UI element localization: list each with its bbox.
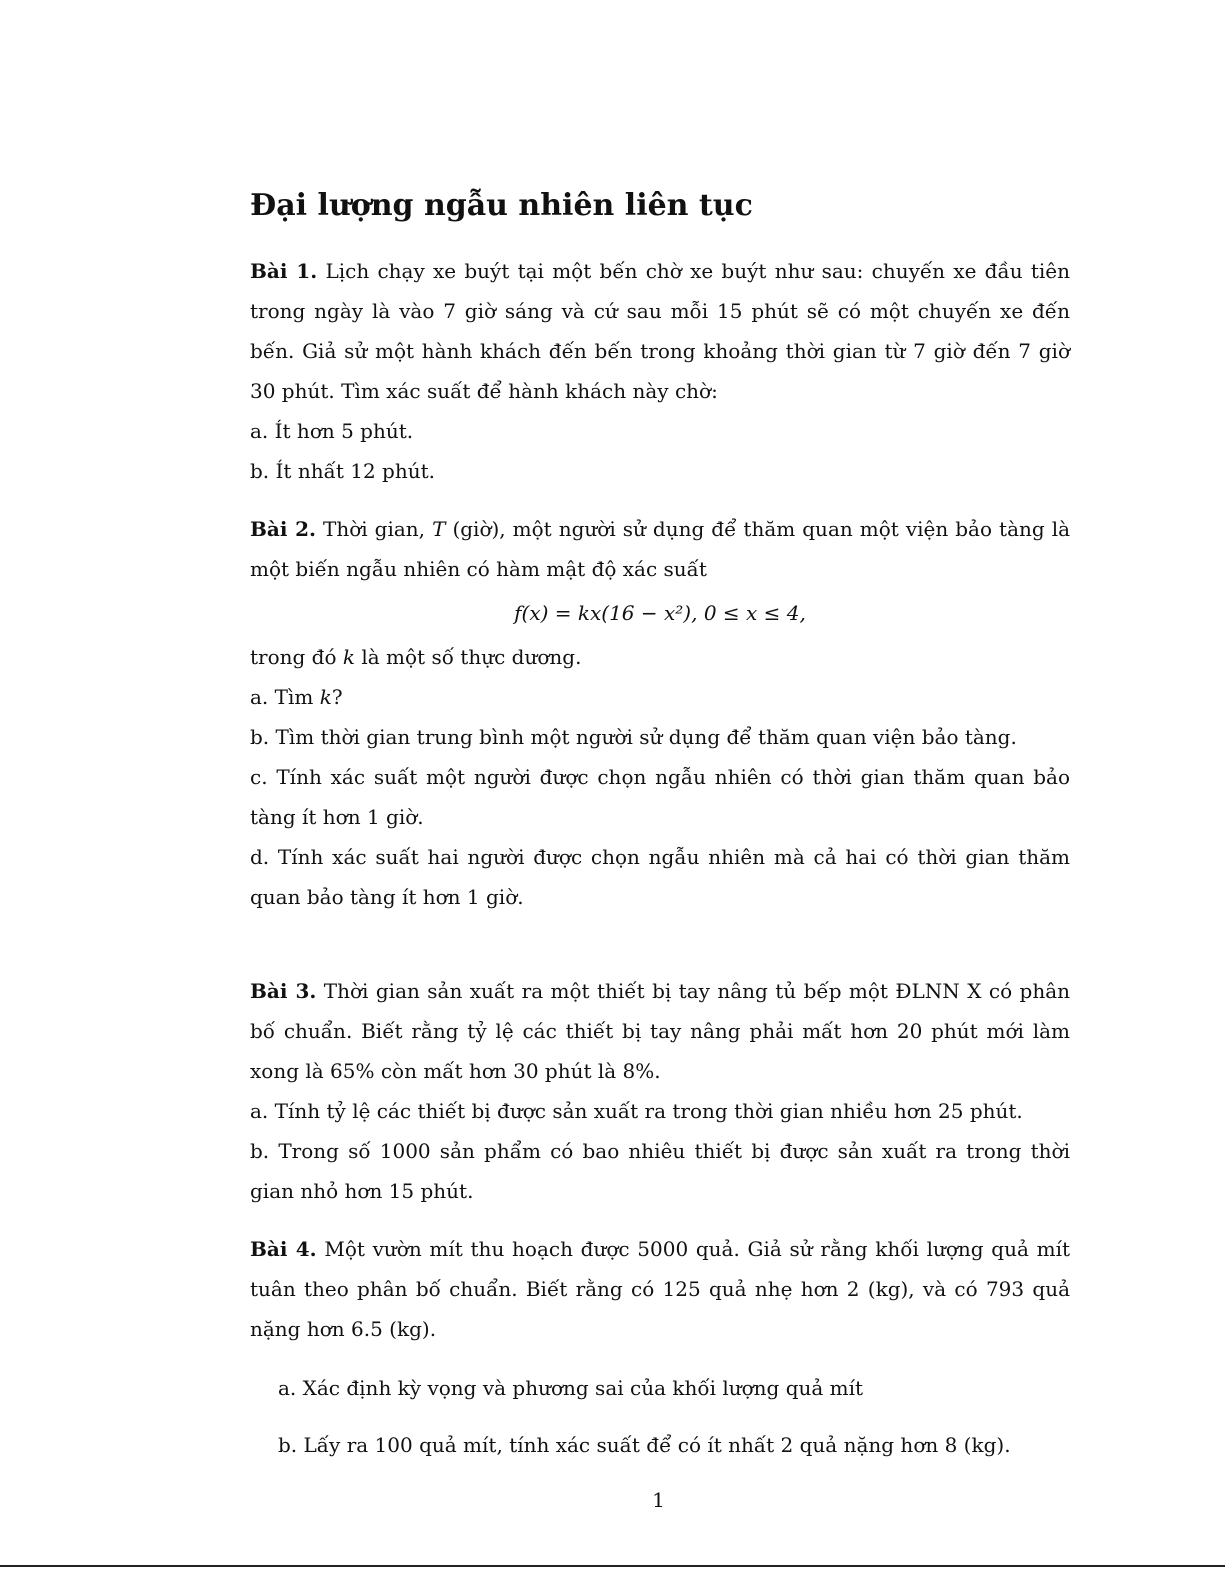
- exercise-4-label: Bài 4.: [250, 1237, 317, 1261]
- after-formula-post: là một số thực dương.: [361, 645, 582, 669]
- density-formula: [250, 589, 1070, 637]
- page-number: 1: [652, 1488, 665, 1512]
- exercise-3-label: Bài 3.: [250, 979, 317, 1003]
- exercise-2-item-a: [250, 677, 1070, 717]
- variable-k: k: [342, 645, 356, 669]
- item-a-post: ?: [331, 685, 343, 709]
- exercise-1-item-b: b. Ít nhất 12 phút.: [250, 459, 435, 483]
- exercise-2-statement: [250, 509, 1070, 589]
- exercise-3-statement: [250, 971, 1070, 1091]
- exercise-3-item-b: b. Trong số 1000 sản phẩm có bao nhiêu thiết bị được sản xuất ra trong thời gian nhỏ hơn 15 phút.: [250, 1139, 1070, 1203]
- exercise-2-item-d: d. Tính xác suất hai người được chọn ngẫu nhiên mà cả hai có thời gian thăm quan bảo tàng ít hơn 1 giờ.: [250, 845, 1070, 909]
- exercise-4-statement: [250, 1229, 1070, 1349]
- exercise-1-text: Lịch chạy xe buýt tại một bến chờ xe buýt như sau: chuyến xe đầu tiên trong ngày là vào 7 giờ sáng và cứ sau mỗi 15 phút sẽ có một chuyến xe đến bến. Giả sử một hành khách đến bến trong khoảng thời gian từ 7 giờ đến 7 giờ 30 phút. Tìm xác suất để hành khách này chờ:: [250, 259, 1070, 403]
- item-a-variable-k: k: [319, 685, 332, 709]
- exercise-3-text: Thời gian sản xuất ra một thiết bị tay nâng tủ bếp một ĐLNN X có phân bố chuẩn. Biết rằng tỷ lệ các thiết bị tay nâng phải mất hơn 20 phút mới làm xong là 65% còn mất hơn 30 phút là 8%.: [250, 979, 1071, 1083]
- exercise-2-label: Bài 2.: [250, 517, 316, 541]
- exercise-1-statement: [250, 251, 1070, 411]
- formula-text: f(x) = kx(16 − x²), 0 ≤ x ≤ 4,: [514, 601, 806, 625]
- exercise-3: [250, 971, 1070, 1211]
- exercise-2-text-post: (giờ), một người sử dụng để thăm quan một viện bảo tàng là một biến ngẫu nhiên có hàm mật độ xác suất: [250, 517, 1071, 581]
- item-a-pre: a. Tìm: [250, 685, 314, 709]
- bottom-divider: [0, 1565, 1225, 1567]
- exercise-2: [250, 509, 1070, 917]
- exercise-4-item-a: a. Xác định kỳ vọng và phương sai của khối lượng quả mít: [278, 1376, 864, 1400]
- exercise-4-item-b: b. Lấy ra 100 quả mít, tính xác suất để có ít nhất 2 quả nặng hơn 8 (kg).: [278, 1433, 1011, 1457]
- exercise-1-label: Bài 1.: [250, 259, 318, 283]
- exercise-4: [250, 1229, 1070, 1349]
- exercise-2-after-formula: [250, 637, 1070, 677]
- after-formula-pre: trong đó: [250, 645, 337, 669]
- exercise-1-item-a: a. Ít hơn 5 phút.: [250, 419, 414, 443]
- exercise-2-item-b: b. Tìm thời gian trung bình một người sử dụng để thăm quan viện bảo tàng.: [250, 725, 1017, 749]
- exercise-1: [250, 251, 1070, 491]
- variable-T: T: [432, 517, 446, 541]
- page-title: Đại lượng ngẫu nhiên liên tục: [250, 188, 753, 223]
- exercise-3-item-a: a. Tính tỷ lệ các thiết bị được sản xuất ra trong thời gian nhiều hơn 25 phút.: [250, 1099, 1023, 1123]
- exercise-4-text: Một vườn mít thu hoạch được 5000 quả. Giả sử rằng khối lượng quả mít tuân theo phân bố chuẩn. Biết rằng có 125 quả nhẹ hơn 2 (kg), và có 793 quả nặng hơn 6.5 (kg).: [250, 1237, 1070, 1341]
- exercise-2-text-pre: Thời gian,: [323, 517, 426, 541]
- exercise-4-item-b-wrap: [278, 1425, 1068, 1465]
- exercise-2-item-c: c. Tính xác suất một người được chọn ngẫu nhiên có thời gian thăm quan bảo tàng ít hơn 1 giờ.: [250, 765, 1070, 829]
- exercise-4-item-a-wrap: [278, 1368, 1068, 1408]
